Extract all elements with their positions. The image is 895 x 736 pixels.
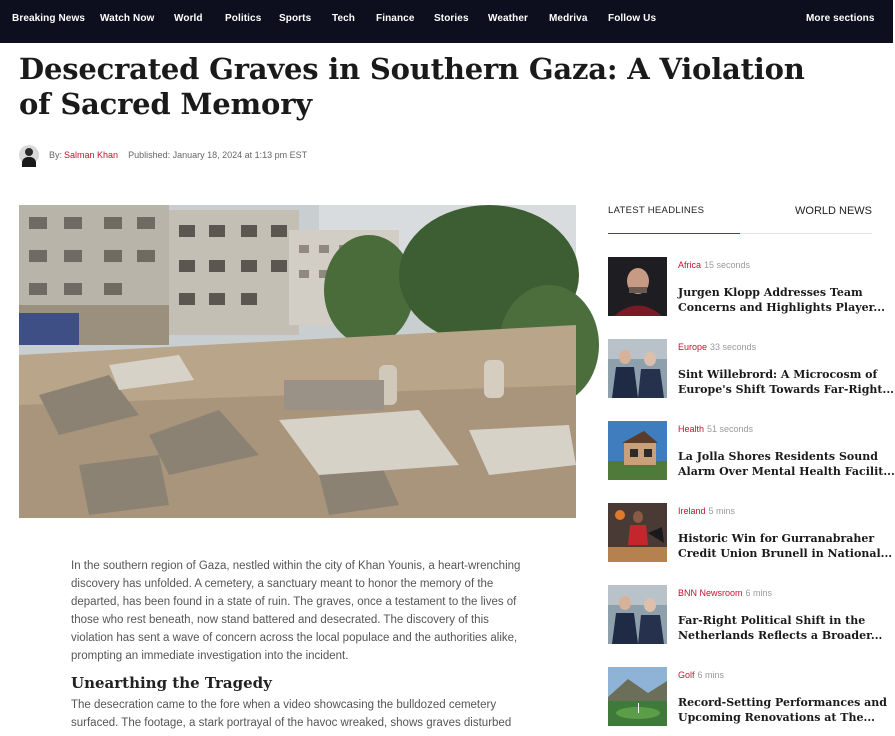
news-thumbnail[interactable]: [608, 667, 667, 726]
nav-item-finance[interactable]: Finance: [376, 13, 415, 24]
news-thumbnail[interactable]: [608, 503, 667, 562]
news-meta: [678, 670, 724, 680]
news-time: 51 seconds: [707, 424, 754, 434]
news-thumbnail[interactable]: [608, 257, 667, 316]
news-headline[interactable]: Sint Willebrord: A Microcosm of Europe's Shift Towards Far-Right...: [678, 368, 894, 396]
nav-item-weather[interactable]: Weather: [488, 13, 528, 24]
news-meta: [678, 588, 772, 598]
article-paragraph: The desecration came to the fore when a video showcasing the bulldozed cemetery surfaced. The footage, a stark portrayal of the havoc wreaked, shows graves disturbed: [71, 699, 512, 729]
news-headline[interactable]: Far-Right Political Shift in the Netherlands Reflects a Broader...: [678, 614, 883, 642]
news-category[interactable]: Golf: [678, 670, 695, 680]
nav-item-follow-us[interactable]: Follow Us: [608, 13, 657, 24]
news-time: 5 mins: [708, 506, 736, 516]
active-tab-indicator: [608, 233, 740, 234]
news-item[interactable]: [608, 503, 893, 563]
author-link[interactable]: Salman Khan: [64, 150, 119, 160]
sidebar-tabs: [608, 204, 872, 234]
news-time: 6 mins: [697, 670, 725, 680]
news-thumbnail[interactable]: [608, 421, 667, 480]
top-nav: [0, 0, 893, 43]
news-meta: [678, 260, 750, 270]
byline: [19, 144, 307, 166]
tab-latest-headlines[interactable]: LATEST HEADLINES: [608, 205, 705, 216]
hero-image: [19, 205, 576, 518]
news-time: 15 seconds: [704, 260, 751, 270]
news-headline[interactable]: Historic Win for Gurranabraher Credit Union Brunell in National...: [678, 532, 893, 560]
article-body: [71, 557, 531, 732]
nav-item-medriva[interactable]: Medriva: [549, 13, 588, 24]
published-date: Published: January 18, 2024 at 1:13 pm EST: [128, 150, 308, 160]
article-title: Desecrated Graves in Southern Gaza: A Violation of Sacred Memory: [19, 52, 805, 121]
news-category[interactable]: Africa: [678, 260, 702, 270]
news-headline[interactable]: Record-Setting Performances and Upcoming Renovations at The...: [678, 696, 887, 724]
news-time: 33 seconds: [710, 342, 757, 352]
news-category[interactable]: BNN Newsroom: [678, 588, 743, 598]
nav-item-breaking-news[interactable]: Breaking News: [12, 13, 85, 24]
news-time: 6 mins: [745, 588, 773, 598]
news-item[interactable]: [608, 585, 883, 645]
news-headline[interactable]: La Jolla Shores Residents Sound Alarm Over Mental Health Facilit...: [678, 450, 895, 478]
news-category[interactable]: Ireland: [678, 506, 706, 516]
news-item[interactable]: [608, 257, 885, 317]
nav-more-sections[interactable]: More sections: [806, 13, 875, 24]
news-thumbnail[interactable]: [608, 339, 667, 398]
news-meta: [678, 342, 756, 352]
news-item[interactable]: [608, 667, 887, 727]
author-avatar[interactable]: [19, 145, 39, 165]
byline-prefix: By:: [49, 150, 63, 160]
news-item[interactable]: [608, 421, 895, 481]
nav-item-politics[interactable]: Politics: [225, 13, 262, 24]
news-item[interactable]: [608, 339, 894, 399]
news-meta: [678, 424, 753, 434]
nav-item-stories[interactable]: Stories: [434, 13, 469, 24]
nav-item-watch-now[interactable]: Watch Now: [100, 13, 155, 24]
news-headline[interactable]: Jurgen Klopp Addresses Team Concerns and Highlights Player...: [678, 286, 885, 314]
tab-world-news[interactable]: WORLD NEWS: [795, 205, 872, 217]
nav-item-tech[interactable]: Tech: [332, 13, 355, 24]
news-meta: [678, 506, 735, 516]
article-paragraph: In the southern region of Gaza, nestled within the city of Khan Younis, a heart-wrenching discovery has unfolded. A cemetery, a sanctuary meant to honor the memory of the departed, has been found in a state of ruin. The graves, once a testament to the lives of those who rest beneath, now stand battered and desecrated. The discovery of this violation has sent a wave of concern across the local populace and the authorities alike, prompting an immediate investigation into the incident.: [71, 560, 521, 662]
news-category[interactable]: Health: [678, 424, 705, 434]
news-category[interactable]: Europe: [678, 342, 708, 352]
news-thumbnail[interactable]: [608, 585, 667, 644]
nav-item-world[interactable]: World: [174, 13, 203, 24]
nav-item-sports[interactable]: Sports: [279, 13, 312, 24]
article-subheading: Unearthing the Tragedy: [71, 674, 272, 692]
